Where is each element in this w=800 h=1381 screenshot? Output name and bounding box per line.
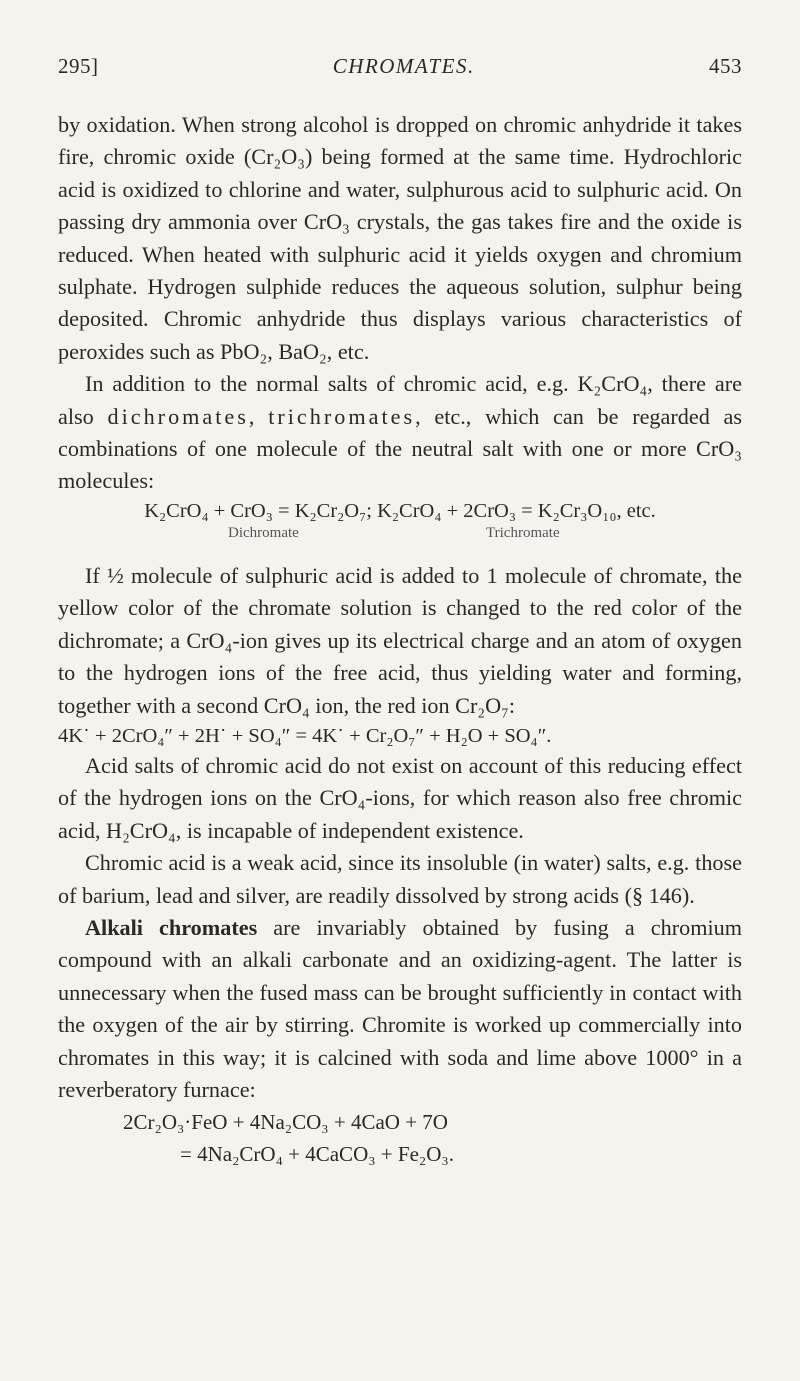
text-run: , xyxy=(248,403,255,429)
text-run: are invariably obtained by fusing a chromium compound with an alkali carbonate and an oxidizing-agent. The latter is unnecessary when the fused mass can be brought sufficiently in contact with the oxygen of the air by stirring. Chromite is worked up commercially into chromates in this way; it is calcined with soda and lime above 1000° in a reverberatory furnace: xyxy=(58,914,743,1102)
paragraph-acid-salts: Acid salts of chromic acid do not exist on account of this reducing effect of the hydrogen ions on the CrO₄-ions, for which reason also free chromic acid, H₂CrO₄, is incapable of independent existence. xyxy=(58,752,742,843)
paragraph-alkali-chromates xyxy=(58,912,742,1106)
page-header xyxy=(58,54,742,79)
equation-chromite-line2: = 4Na₂CrO₄ + 4CaCO₃ + Fe₂O₃. xyxy=(180,1142,454,1167)
term-trichromates: trichromates xyxy=(268,403,416,429)
heading-alkali-chromates: Alkali chromates xyxy=(85,914,258,940)
paragraph-acid-addition: If ½ molecule of sulphuric acid is added to 1 molecule of chromate, the yellow color of the chromate solution is changed to the red color of the dichromate; a CrO₄-ion gives up its electrical charge and an atom of oxygen to the hydrogen ions of the free acid, thus yielding water and forming, together with a second CrO₄ ion, the red ion Cr₂O₇: xyxy=(58,562,742,718)
equation-labels xyxy=(58,524,742,546)
section-ref: 295] xyxy=(58,54,99,78)
label-trichromate: Trichromate xyxy=(486,524,560,541)
equation-polychromates: K₂CrO₄ + CrO₃ = K₂Cr₂O₇; K₂CrO₄ + 2CrO₃ = K₂Cr₃O₁₀, etc. xyxy=(144,499,656,522)
paragraph-polychromates xyxy=(58,368,742,498)
equation-ionic: 4K˙ + 2CrO₄″ + 2H˙ + SO₄″ = 4K˙ + Cr₂O₇″ + H₂O + SO₄″. xyxy=(58,724,552,747)
page-body xyxy=(58,109,742,1170)
equation-chromite-line1: 2Cr₂O₃·FeO + 4Na₂CO₃ + 4CaO + 7O xyxy=(123,1110,448,1135)
text-run: , etc., which can be regarded as combinations of one molecule of the neutral salt with one or more CrO₃ molecules: xyxy=(58,403,743,494)
text-run: In addition to the normal salts of chromic acid, e.g. K₂CrO₄, there are also xyxy=(58,371,742,429)
label-dichromate: Dichromate xyxy=(228,524,299,541)
running-title: CHROMATES. xyxy=(332,54,475,78)
term-dichromates: dichromates xyxy=(107,403,249,429)
paragraph-weak-acid: Chromic acid is a weak acid, since its insoluble (in water) salts, e.g. those of barium, lead and silver, are readily dissolved by strong acids (§ 146). xyxy=(58,850,742,908)
page-number: 453 xyxy=(709,54,742,78)
paragraph-oxidation: by oxidation. When strong alcohol is dropped on chromic anhydride it takes fire, chromic oxide (Cr₂O₃) being formed at the same time. Hydrochloric acid is oxidized to chlorine and water, sulphurous acid to sulphuric acid. On passing dry ammonia over CrO₃ crystals, the gas takes fire and the oxide is reduced. When heated with sulphuric acid it yields oxygen and chromium sulphate. Hydrogen sulphide reduces the aqueous solution, sulphur being deposited. Chromic anhydride thus displays various characteristics of peroxides such as PbO₂, BaO₂, etc. xyxy=(58,112,742,364)
